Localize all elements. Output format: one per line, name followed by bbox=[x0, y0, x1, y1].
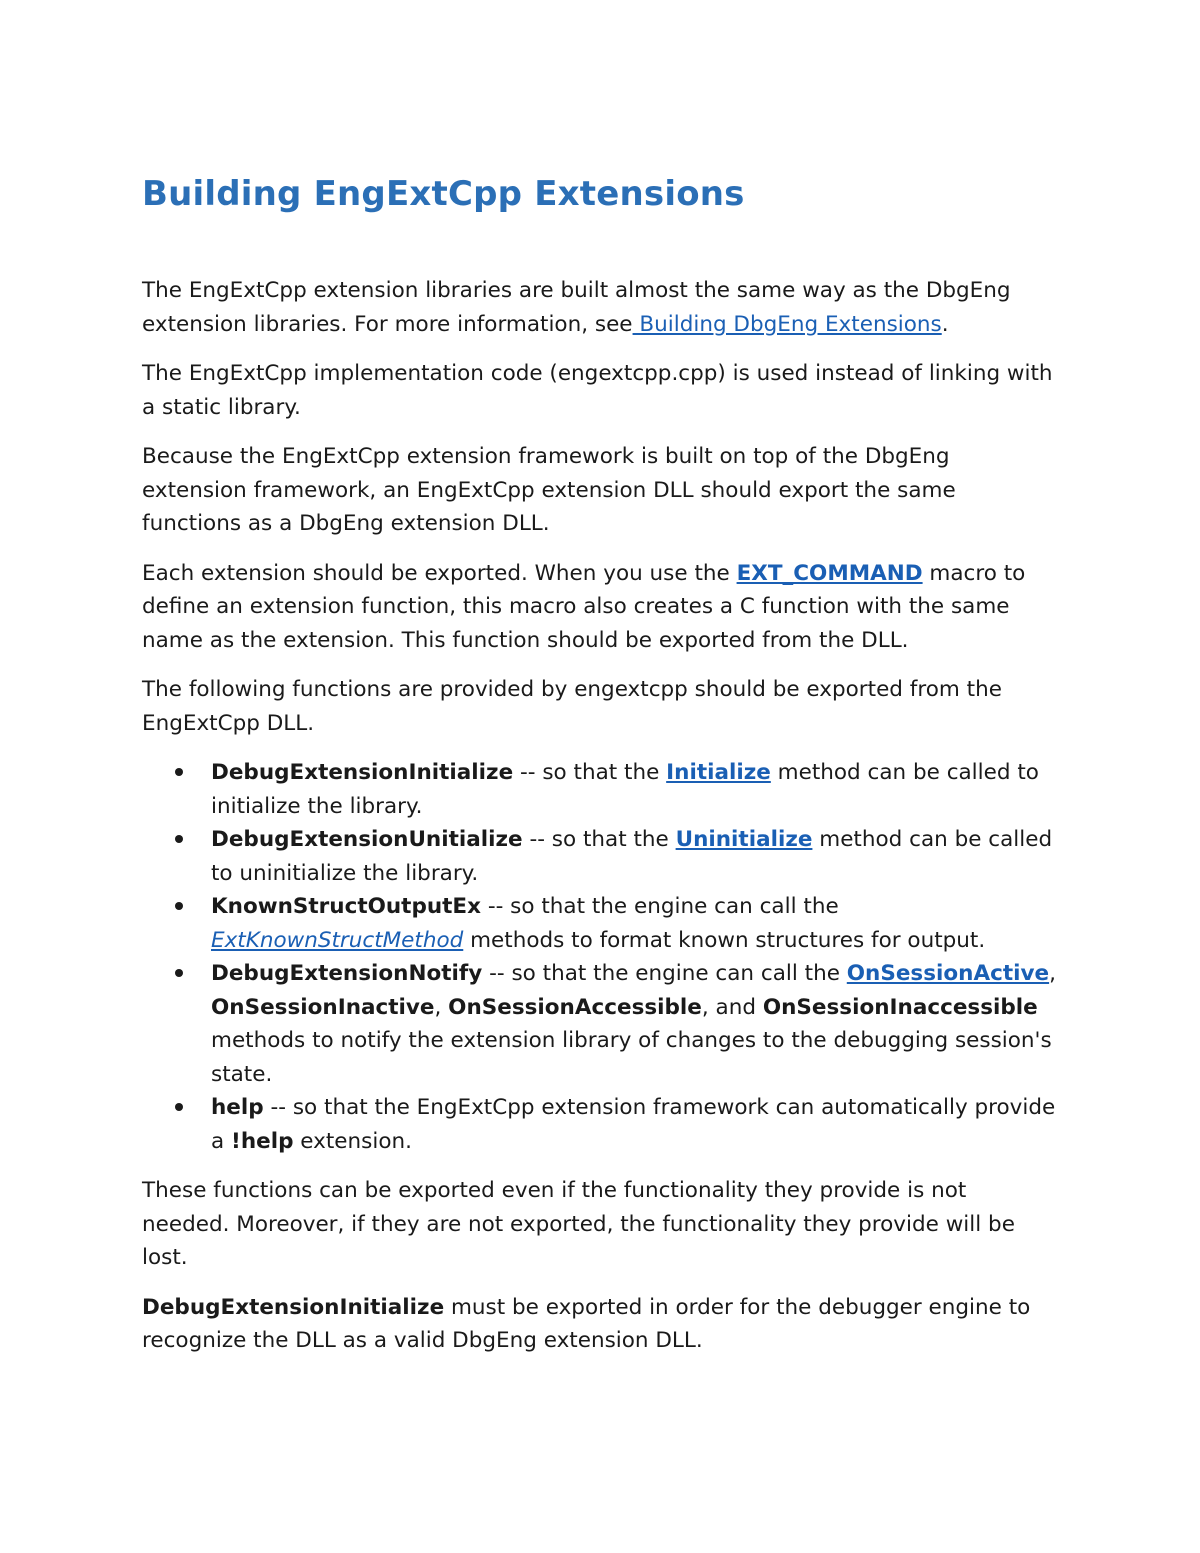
page-title: Building EngExtCpp Extensions bbox=[142, 174, 745, 214]
bullet-icon bbox=[175, 969, 183, 977]
paragraph-intro-end: . bbox=[941, 311, 949, 337]
paragraph-required-text: must be exported in order for the debugger engine to recognize the DLL as a valid DbgEng extension DLL. bbox=[142, 1294, 1031, 1353]
function-name: DebugExtensionNotify bbox=[211, 961, 483, 986]
paragraph-export-text: Each extension should be exported. When you use the bbox=[142, 560, 737, 586]
paragraph-functions-intro: The following functions are provided by engextcpp should be exported from the EngExtCpp DLL. bbox=[142, 677, 1002, 736]
list-item-text: methods to format known structures for output. bbox=[463, 927, 986, 953]
list-item-text: -- so that the EngExtCpp extension framework can automatically provide a bbox=[211, 1095, 1056, 1154]
paragraph-intro bbox=[142, 274, 1060, 341]
document-content bbox=[142, 168, 1060, 1374]
help-extension-name: !help bbox=[231, 1128, 294, 1154]
paragraph-export bbox=[142, 557, 1060, 658]
function-name: help bbox=[211, 1095, 264, 1120]
paragraph-intro-text: The EngExtCpp extension libraries are built almost the same way as the DbgEng extension libraries. For more information, see bbox=[142, 278, 1011, 337]
exported-functions-list bbox=[142, 756, 1060, 1158]
list-item bbox=[211, 957, 1060, 1091]
function-name: DebugExtensionInitialize bbox=[142, 1294, 445, 1320]
list-item-text: -- so that the bbox=[522, 827, 676, 852]
function-name: DebugExtensionUnitialize bbox=[211, 827, 523, 852]
list-item-text: methods to notify the extension library of changes to the debugging session's state. bbox=[211, 1028, 1052, 1087]
list-item-text: extension. bbox=[293, 1128, 412, 1154]
bullet-icon bbox=[175, 768, 183, 776]
bullet-icon bbox=[175, 1103, 183, 1111]
list-item-text: , bbox=[1049, 961, 1056, 986]
paragraph-optional-export: These functions can be exported even if the functionality they provide is not needed. Moreover, if they are not exported, the functionality they provide will be lost. bbox=[142, 1178, 1015, 1270]
list-item-text: , and bbox=[701, 994, 763, 1020]
paragraph-implementation: The EngExtCpp implementation code (engextcpp.cpp) is used instead of linking with a static library. bbox=[142, 361, 1053, 420]
paragraph-framework: Because the EngExtCpp extension framework is built on top of the DbgEng extension framework, an EngExtCpp extension DLL should export the same functions as a DbgEng extension DLL. bbox=[142, 444, 956, 536]
list-item-text: -- so that the engine can call the bbox=[481, 894, 839, 919]
list-item bbox=[211, 1091, 1060, 1158]
list-item-text: method can be called to initialize the library. bbox=[211, 760, 1039, 819]
initialize-link[interactable]: Initialize bbox=[666, 760, 771, 785]
paragraph-export-rest: macro to define an extension function, this macro also creates a C function with the same name as the extension. This function should be exported from the DLL. bbox=[142, 560, 1026, 653]
paragraph-required-export bbox=[142, 1291, 1060, 1358]
bullet-icon bbox=[175, 835, 183, 843]
ext-command-link[interactable]: EXT_COMMAND bbox=[736, 560, 923, 586]
on-session-active-link[interactable]: OnSessionActive bbox=[846, 961, 1050, 986]
building-dbgeng-extensions-link[interactable]: Building DbgEng Extensions bbox=[632, 311, 942, 337]
method-name: OnSessionInaccessible bbox=[762, 994, 1038, 1020]
list-item bbox=[211, 890, 1060, 957]
list-item-text: -- so that the engine can call the bbox=[482, 961, 847, 986]
ext-known-struct-method-link[interactable]: ExtKnownStructMethod bbox=[211, 927, 464, 953]
list-item-text: method can be called to uninitialize the library. bbox=[211, 827, 1053, 886]
uninitialize-link[interactable]: Uninitialize bbox=[675, 827, 813, 852]
list-item bbox=[211, 756, 1060, 823]
list-item-text: -- so that the bbox=[513, 760, 667, 785]
bullet-icon bbox=[175, 902, 183, 910]
function-name: KnownStructOutputEx bbox=[211, 894, 481, 919]
method-name: OnSessionInactive bbox=[211, 994, 435, 1020]
method-name: OnSessionAccessible bbox=[448, 994, 702, 1020]
function-name: DebugExtensionInitialize bbox=[211, 760, 514, 785]
list-item-text: , bbox=[434, 994, 449, 1020]
list-item bbox=[211, 823, 1060, 890]
